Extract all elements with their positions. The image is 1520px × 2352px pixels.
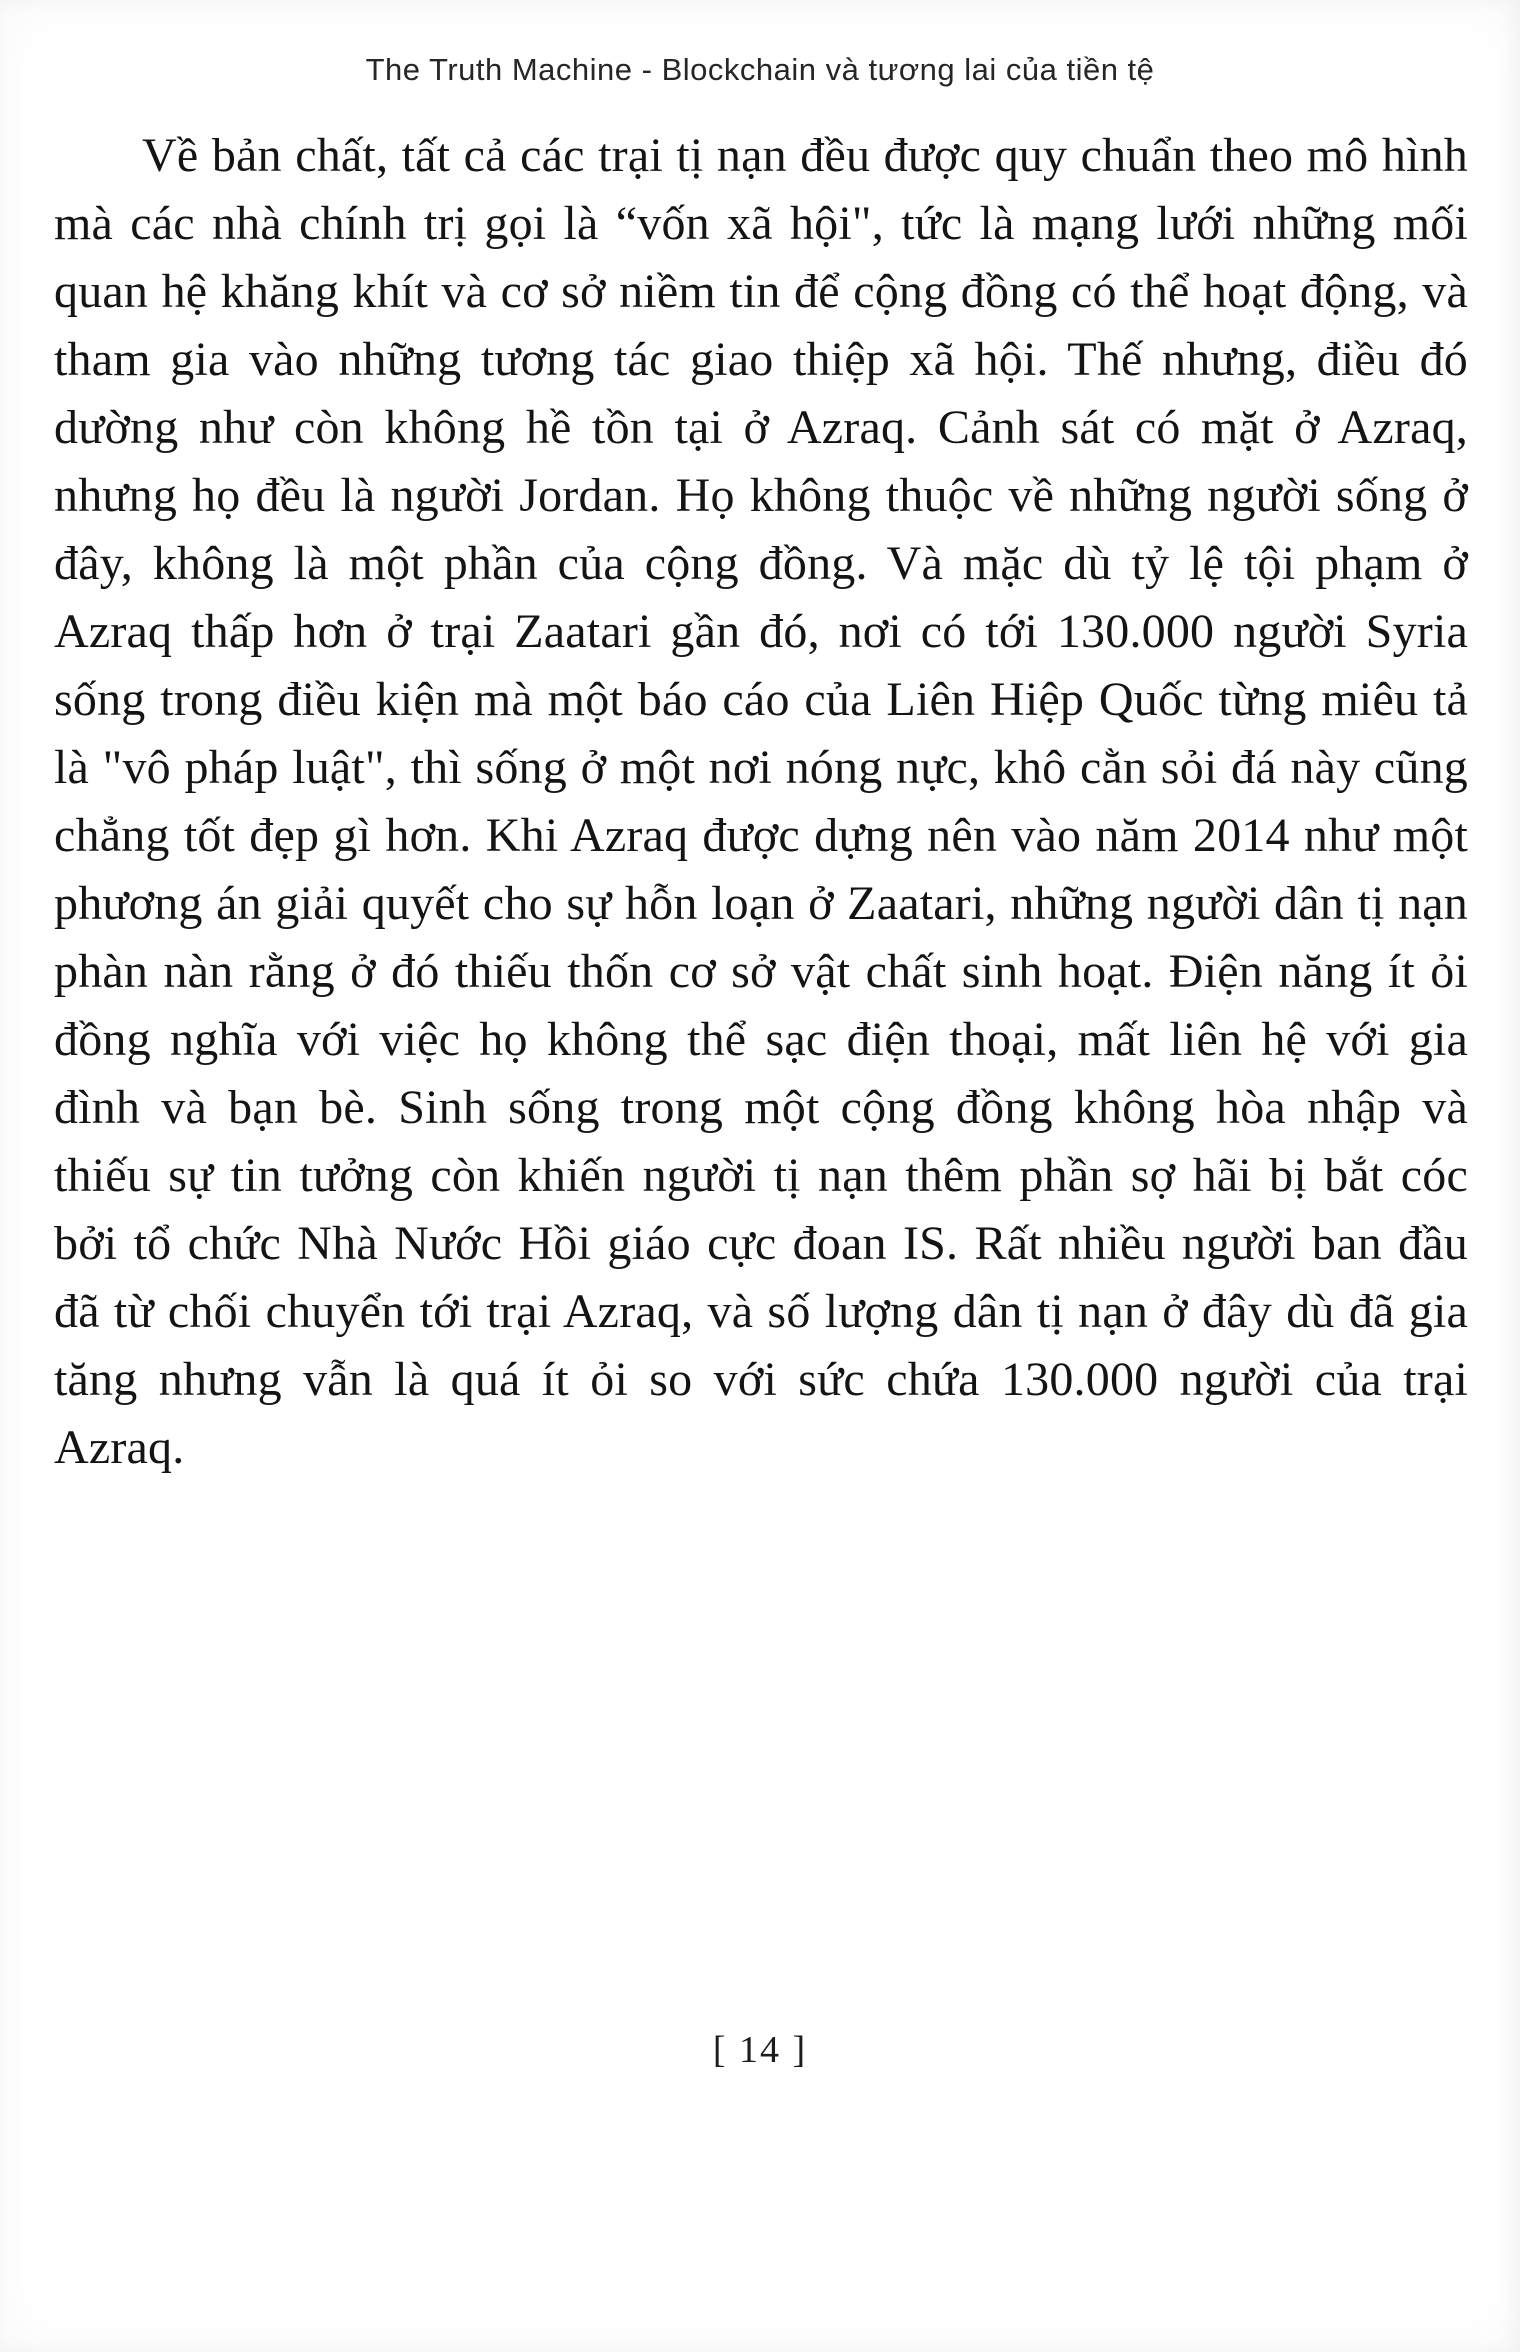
page-number: [ 14 ] [712, 2029, 808, 2071]
body-paragraph: Về bản chất, tất cả các trại tị nạn đều được quy chuẩn theo mô hình mà các nhà chính trị gọi là “vốn xã hội", tức là mạng lưới những mối quan hệ khăng khít và cơ sở niềm tin để cộng đồng có thể hoạt động, và tham gia vào những tương tác giao thiệp xã hội. Thế nhưng, điều đó dường như còn không hề tồn tại ở Azraq. Cảnh sát có mặt ở Azraq, nhưng họ đều là người Jordan. Họ không thuộc về những người sống ở đây, không là một phần của cộng đồng. Và mặc dù tỷ lệ tội phạm ở Azraq thấp hơn ở trại Zaatari gần đó, nơi có tới 130.000 người Syria sống trong điều kiện mà một báo cáo của Liên Hiệp Quốc từng miêu tả là "vô pháp luật", thì sống ở một nơi nóng nực, khô cằn sỏi đá này cũng chẳng tốt đẹp gì hơn. Khi Azraq được dựng nên vào năm 2014 như một phương án giải quyết cho sự hỗn loạn ở Zaatari, những người dân tị nạn phàn nàn rằng ở đó thiếu thốn cơ sở vật chất sinh hoạt. Điện năng ít ỏi đồng nghĩa với việc họ không thể sạc điện thoại, mất liên hệ với gia đình và bạn bè. Sinh sống trong một cộng đồng không hòa nhập và thiếu sự tin tưởng còn khiến người tị nạn thêm phần sợ hãi bị bắt cóc bởi tổ chức Nhà Nước Hồi giáo cực đoan IS. Rất nhiều người ban đầu đã từ chối chuyển tới trại Azraq, và số lượng dân tị nạn ở đây dù đã gia tăng nhưng vẫn là quá ít ỏi so với sức chứa 130.000 người của trại Azraq. [54, 129, 1468, 1474]
running-header: The Truth Machine - Blockchain và tương lai của tiền tệ [365, 52, 1155, 87]
